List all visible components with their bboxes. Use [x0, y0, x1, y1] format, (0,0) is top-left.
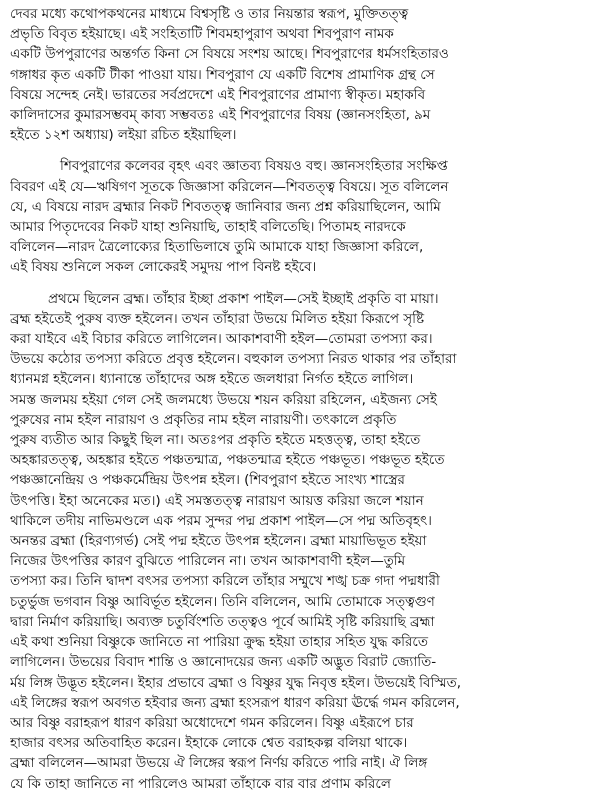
- text-line: যে, এ বিষয়ে নারদ ব্রহ্মার নিকট শিবতত্ত্ব জানিবার জন্য প্রশ্ন করিয়াছিলেন, আমি: [10, 198, 441, 215]
- paragraph-2: [10, 156, 592, 277]
- text-line: গঙ্গাধর কৃত একটি টীকা পাওয়া যায়। শিবপুরাণ যে একটি বিশেষ প্রামাণিক গ্রন্থ সে: [10, 66, 435, 83]
- text-line: চতুর্ভুজ ভগবান বিষ্ণু আবির্ভূত হইলেন। তিনি বলিলেন, আমি তোমাকে সত্ত্বগুণ: [10, 593, 435, 610]
- text-line: দেবর মধ্যে কথোপকথনের মাধ্যমে বিশ্বসৃষ্টি ও তার নিয়ন্তার স্বরূপ, মুক্তিতত্ত্ব: [10, 6, 409, 22]
- text-line: হাজার বৎসর অতিবাহিত করেন। ইহাকে লোকে শ্বেত বরাহকল্প বলিয়া থাকে।: [10, 735, 408, 752]
- text-line: র্ময় লিঙ্গ উদ্ভূত হইলেন। ইহার প্রভাবে ব্রহ্মা ও বিষ্ণুর যুদ্ধ নিবৃত্ত হইল। উভয়েই বিস্মিত,: [10, 674, 461, 691]
- text-line: আর বিষ্ণু বরাহরূপ ধারণ করিয়া অধোদেশে গমন করিলেন। বিষ্ণু এইরূপে চার: [10, 714, 414, 731]
- text-line: হইতে ১২শ অধ্যায়) লইয়া রচিত হইয়াছিল।: [10, 127, 237, 144]
- text-line: আমার পিতৃদেবের নিকট যাহা শুনিয়াছি, তাহাই বলিতেছি। পিতামহ নারদকে: [10, 219, 406, 236]
- text-line: ব্রহ্মা বলিলেন—আমরা উভয়ে ঐ লিঙ্গের স্বরূপ নির্ণয় করিতে পারি নাই। ঐ লিঙ্গ: [10, 755, 428, 772]
- text-line: এই লিঙ্গের স্বরূপ অবগত হইবার জন্য ব্রহ্মা হংসরূপ ধারণ করিয়া ঊর্দ্ধে গমন করিলেন,: [10, 694, 460, 711]
- text-line: পঞ্চজ্ঞানেন্দ্রিয় ও পঞ্চকর্মেন্দ্রিয় উৎপন্ন হইল। (শিবপুরাণ হইতে সাংখ্য শাস্ত্রের: [10, 472, 405, 489]
- text-line: পুরুষ ব্যতীত আর কিছুই ছিল না। অতঃপর প্রকৃতি হইতে মহত্তত্ত্ব, তাহা হইতে: [10, 432, 421, 449]
- text-line: অনন্তর ব্রহ্মা (হিরণ্যগর্ভ) সেই পদ্ম হইতে উৎপন্ন হইলেন। ব্রহ্মা মায়াভিভূত হইয়া: [10, 533, 427, 550]
- paragraph-1: [10, 4, 592, 145]
- text-line: করা যাইবে এই বিচার করিতে লাগিলেন। আকাশবাণী হইল—তোমরা তপস্যা কর।: [10, 331, 433, 348]
- text-line: কালিদাসের কুমারসম্ভবম্ কাব্য সম্ভবতঃ এই শিবপুরাণের বিষয় (জ্ঞানসংহিতা, ৯ম: [10, 107, 431, 124]
- text-line: প্রথমে ছিলেন ব্রহ্ম। তাঁহার ইচ্ছা প্রকাশ পাইল—সেই ইচ্ছাই প্রকৃতি বা মায়া।: [48, 290, 439, 307]
- text-line: বিষয়ে সন্দেহ নেই। ভারতের সর্বপ্রদেশে এই শিবপুরাণের প্রামাণ্য স্বীকৃত। মহাকবি: [10, 86, 426, 103]
- text-line: বিবরণ এই যে—ঋষিগণ সূতকে জিজ্ঞাসা করিলেন—শিবতত্ত্ব বিষয়ে। সূত বলিলেন: [10, 178, 449, 195]
- text-line: এই বিষয় শুনিলে সকল লোকেরই সমুদয় পাপ বিনষ্ট হইবে।: [10, 259, 317, 276]
- text-line: প্রভৃতি বিবৃত হইয়াছে। এই সংহিতাটি শিবমহাপুরাণ অথবা শিবপুরাণ নামক: [10, 26, 394, 43]
- text-line: পুরুষের নাম হইল নারায়ণ ও প্রকৃতির নাম হইল নারায়ণী। তৎকালে প্রকৃতি: [10, 411, 397, 428]
- text-line: লাগিলেন। উভয়ের বিবাদ শান্তি ও জ্ঞানোদয়ের জন্য একটি অদ্ভুত বিরাট জ্যোতি-: [10, 654, 437, 671]
- text-line: অহঙ্কারতত্ত্ব, অহঙ্কার হইতে পঞ্চতন্মাত্র, পঞ্চতন্মাত্র হইতে পঞ্চভূত। পঞ্চভূত হইতে: [10, 452, 445, 469]
- text-line: বলিলেন—নারদ ত্রৈলোক্যের হিতাভিলাষে তুমি আমাকে যাহা জিজ্ঞাসা করিলে,: [10, 239, 424, 256]
- text-line: নিজের উৎপত্তির কারণ বুঝিতে পারিলেন না। তখন আকাশবাণী হইল—তুমি: [10, 553, 406, 570]
- text-line: যে কি তাহা জানিতে না পারিলেও আমরা তাঁহাকে বার বার প্রণাম করিলে: [10, 775, 391, 792]
- text-line: থাকিলে তদীয় নাভিমণ্ডলে এক পরম সুন্দর পদ্ম প্রকাশ পাইল—সে পদ্ম অতিবৃহৎ।: [10, 512, 432, 529]
- text-line: একটি উপপুরাণের অন্তর্গত কিনা সে বিষয়ে সংশয় আছে। শিবপুরাণের ধর্মসংহিতারও: [10, 46, 449, 63]
- text-line: ব্রহ্ম হইতেই পুরুষ ব্যক্ত হইলেন। তখন তাঁহারা উভয়ে মিলিত হইয়া কিরূপে সৃষ্টি: [10, 310, 425, 327]
- text-line: ধ্যানমগ্ন হইলেন। ধ্যানান্তে তাঁহাদের অঙ্গ হইতে জলধারা নির্গত হইতে লাগিল।: [10, 371, 414, 388]
- text-line: শিবপুরাণের কলেবর বৃহৎ এবং জ্ঞাতব্য বিষয়ও বহু। জ্ঞানসংহিতার সংক্ষিপ্ত: [60, 158, 448, 175]
- text-line: দ্বারা নির্মাণ করিয়াছি। অব্যক্ত চতুর্বিংশতি তত্ত্বও পূর্বে আমিই সৃষ্টি করিয়াছি ব্রহ্মা: [10, 613, 435, 630]
- text-line: উৎপত্তি। ইহা অনেকের মত।) এই সমস্ততত্ত্ব নারায়ণ আয়ত্ত করিয়া জলে শয়ান: [10, 492, 424, 509]
- text-line: উভয়ে কঠোর তপস্যা করিতে প্রবৃত্ত হইলেন। বহুকাল তপস্যা নিরত থাকার পর তাঁহারা: [10, 351, 457, 368]
- text-line: সমস্ত জলময় হইয়া গেল সেই জলমধ্যে উভয়ে শয়ন করিয়া রহিলেন, এইজন্য সেই: [10, 391, 437, 408]
- text-line: এই কথা শুনিয়া বিষ্ণুকে জানিতে না পারিয়া ক্রুদ্ধ হইয়া তাহার সহিত যুদ্ধ করিতে: [10, 634, 428, 651]
- paragraph-3: [10, 289, 592, 794]
- text-line: তপস্যা কর। তিনি দ্বাদশ বৎসর তপস্যা করিলে তাঁহার সম্মুখে শঙ্খ চক্র গদা পদ্মধারী: [10, 573, 440, 590]
